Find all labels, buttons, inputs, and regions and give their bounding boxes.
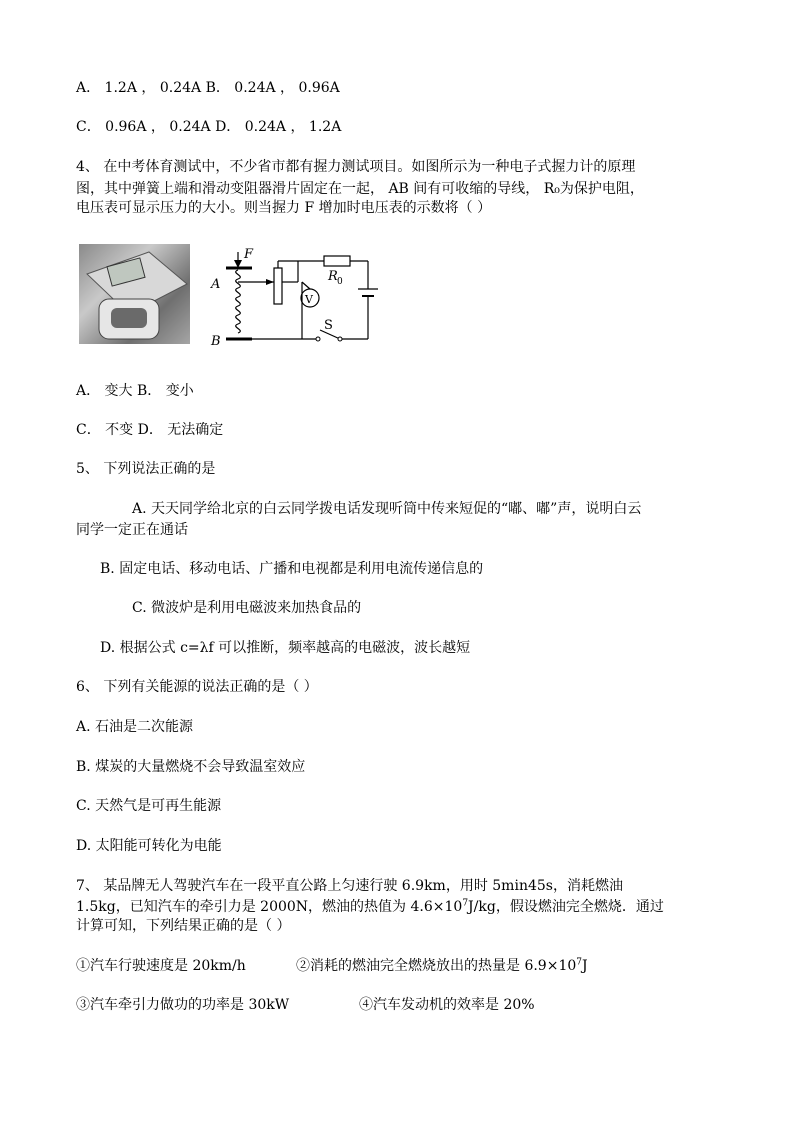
label-S: S (324, 318, 333, 333)
q6-option-b: B. 煤炭的大量燃烧不会导致温室效应 (76, 759, 306, 775)
q4-stem-line-3: 电压表可显示压力的大小。则当握力 F 增加时电压表的示数将（ ） (76, 200, 492, 216)
q5-option-a-line-1: A. 天天同学给北京的白云同学拨电话发现听筒中传来短促的“嘟、嘟”声，说明白云 (132, 501, 642, 517)
q7-line2-text-b: J/kg，假设燃油完全燃烧．通过 (468, 899, 664, 915)
label-B: B (211, 334, 221, 348)
q4-stem-line-2: 图，其中弹簧上端和滑动变阻器滑片固定在一起， AB 间有可收缩的导线， R₀为保护电阻， (76, 181, 644, 197)
circuit-diagram (208, 244, 378, 348)
q6-option-a: A. 石油是二次能源 (76, 719, 194, 735)
q3-options-line-1: A． 1.2A ， 0.24A B． 0.24A ， 0.96A (76, 80, 340, 96)
q7-statement-4: ④汽车发动机的效率是 20% (359, 997, 535, 1013)
q7-s2-text-a: ②消耗的燃油完全燃烧放出的热量是 6.9×10 (296, 958, 577, 974)
q5-stem: 5、 下列说法正确的是 (76, 461, 216, 477)
label-A: A (211, 277, 221, 292)
q7-stem-line-1: 7、 某品牌无人驾驶汽车在一段平直公路上匀速行驶 6.9km，用时 5min45s，消耗燃油 (76, 878, 623, 894)
label-R0: R (328, 269, 338, 284)
q5-option-d: D. 根据公式 c=λf 可以推断，频率越高的电磁波，波长越短 (100, 640, 471, 656)
q7-stem-line-3: 计算可知，下列结果正确的是（ ） (76, 918, 291, 934)
q4-options-line-1: A． 变大 B． 变小 (76, 383, 194, 399)
q7-stem-line-2 (76, 897, 664, 917)
q7-s2-exponent: 7 (576, 957, 582, 968)
grip-dynamometer-photo (79, 244, 190, 344)
label-F: F (244, 247, 254, 262)
q4-options-line-2: C． 不变 D． 无法确定 (76, 422, 224, 438)
q3-options-line-2: C． 0.96A ， 0.24A D． 0.24A ， 1.2A (76, 119, 342, 135)
label-R0-subscript: 0 (337, 277, 343, 287)
q6-option-c: C. 天然气是可再生能源 (76, 798, 222, 814)
q7-statement-2 (296, 956, 588, 976)
q4-stem-line-1: 4、 在中考体育测试中，不少省市都有握力测试项目。如图所示为一种电子式握力计的原理 (76, 159, 636, 175)
q5-option-c: C. 微波炉是利用电磁波来加热食品的 (132, 600, 362, 616)
q7-statement-3: ③汽车牵引力做功的功率是 30kW (76, 997, 290, 1013)
q5-option-a-line-2: 同学一定正在通话 (76, 522, 188, 538)
q6-option-d: D. 太阳能可转化为电能 (76, 838, 222, 854)
q7-line2-text-a: 1.5kg，已知汽车的牵引力是 2000N，燃油的热值为 4.6×10 (76, 899, 463, 915)
q5-option-b: B. 固定电话、移动电话、广播和电视都是利用电流传递信息的 (100, 561, 484, 577)
q7-statement-1: ①汽车行驶速度是 20km/h (76, 958, 246, 974)
q7-s2-text-b: J (582, 958, 588, 974)
q7-line2-exponent: 7 (462, 898, 469, 909)
label-voltmeter: V (305, 293, 313, 306)
q6-stem: 6、 下列有关能源的说法正确的是（ ） (76, 679, 318, 695)
